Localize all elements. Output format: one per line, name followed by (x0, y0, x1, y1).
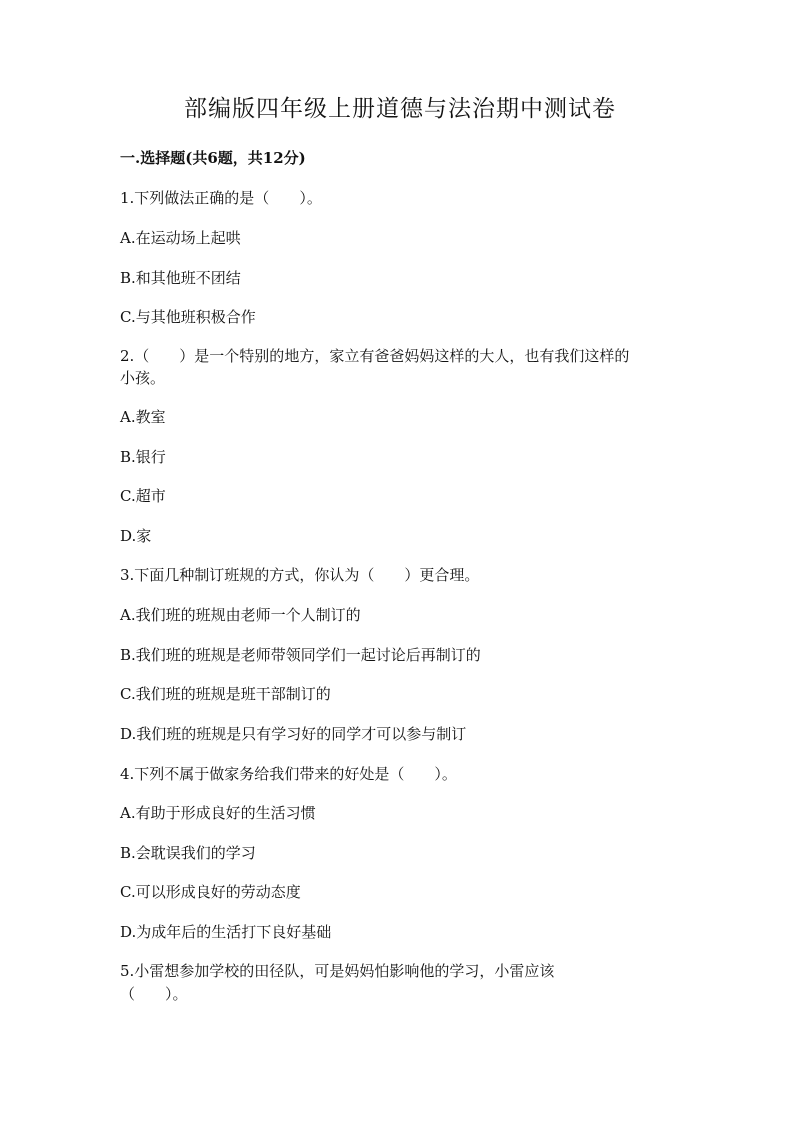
question-2-option-c: C.超市 (120, 487, 166, 505)
question-4-option-b: B.会耽误我们的学习 (120, 844, 256, 862)
page-title: 部编版四年级上册道德与法治期中测试卷 (184, 96, 616, 122)
question-1-stem: 1.下列做法正确的是（ ）。 (120, 189, 322, 207)
question-3-option-c: C.我们班的班规是班干部制订的 (120, 685, 331, 703)
question-3-option-a: A.我们班的班规由老师一个人制订的 (120, 606, 361, 624)
question-2-option-b: B.银行 (120, 448, 166, 466)
question-3-stem: 3.下面几种制订班规的方式，你认为（ ）更合理。 (120, 566, 480, 584)
question-1-option-c: C.与其他班积极合作 (120, 308, 256, 326)
question-4-option-d: D.为成年后的生活打下良好基础 (120, 923, 332, 941)
question-5-stem-line2: （ ）。 (120, 985, 188, 1003)
question-2-option-a: A.教室 (120, 408, 166, 426)
question-2-stem-line2: 小孩。 (120, 369, 166, 387)
question-1-option-b: B.和其他班不团结 (120, 269, 241, 287)
section-heading: 一.选择题(共6题，共12分) (120, 149, 306, 167)
question-4-option-c: C.可以形成良好的劳动态度 (120, 883, 301, 901)
question-3-option-b: B.我们班的班规是老师带领同学们一起讨论后再制订的 (120, 646, 481, 664)
question-5-stem-line1: 5.小雷想参加学校的田径队，可是妈妈怕影响他的学习，小雷应该 (120, 962, 555, 980)
question-1-option-a: A.在运动场上起哄 (120, 229, 241, 247)
question-4-option-a: A.有助于形成良好的生活习惯 (120, 804, 316, 822)
question-2-option-d: D.家 (120, 527, 152, 545)
question-3-option-d: D.我们班的班规是只有学习好的同学才可以参与制订 (120, 725, 467, 743)
question-4-stem: 4.下列不属于做家务给我们带来的好处是（ ）。 (120, 765, 457, 783)
question-2-stem-line1: 2.（ ）是一个特别的地方，家立有爸爸妈妈这样的大人，也有我们这样的 (120, 347, 630, 365)
